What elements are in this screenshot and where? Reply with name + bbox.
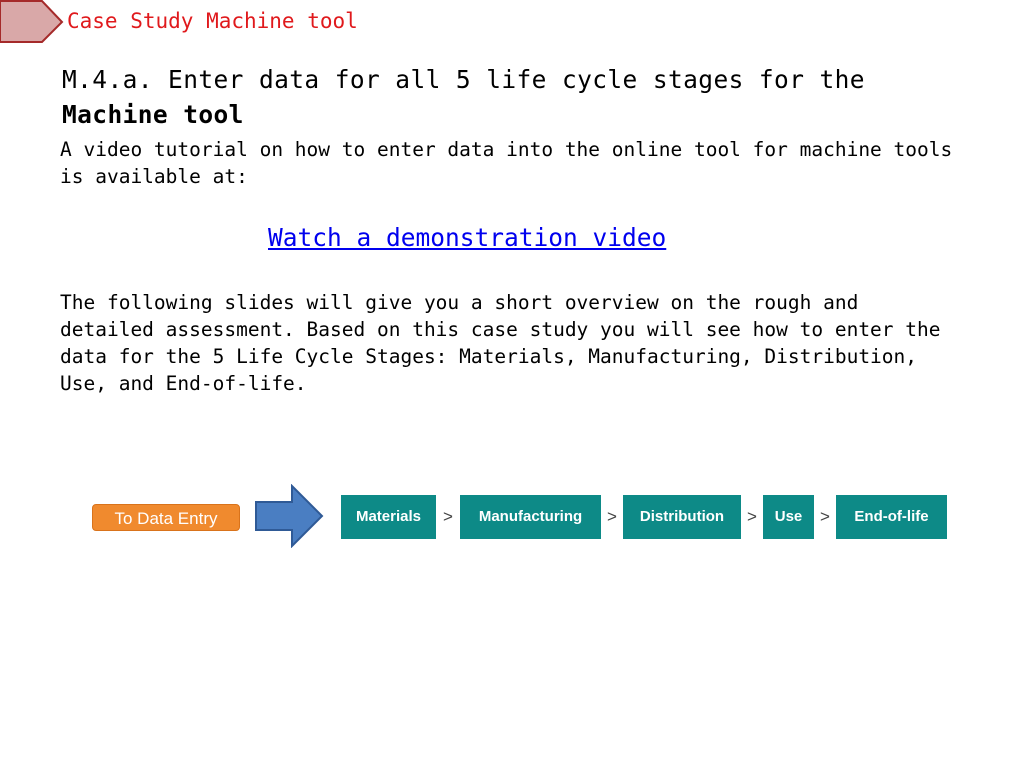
stage-separator: >: [747, 507, 757, 526]
stage-separator: >: [443, 507, 453, 526]
stage-separator: >: [820, 507, 830, 526]
to-data-entry-button[interactable]: To Data Entry: [92, 504, 240, 531]
stage-tab-materials[interactable]: Materials: [341, 495, 436, 539]
stage-separator: >: [607, 507, 617, 526]
stage-tab-distribution[interactable]: Distribution: [623, 495, 741, 539]
page-heading: [62, 62, 962, 132]
stage-tab-use[interactable]: Use: [763, 495, 814, 539]
overview-text: The following slides will give you a short overview on the rough and detailed assessment. Based on this case study you will see how to enter the data for the 5 Life Cycle Stages: Materials, Manufacturing, Distribution, Use, and End-of-life.: [60, 291, 941, 395]
heading-bold-text: Machine tool: [62, 100, 244, 129]
heading-text: M.4.a. Enter data for all 5 life cycle stages for the: [62, 65, 865, 94]
intro-text: A video tutorial on how to enter data into the online tool for machine tools is available at:: [60, 138, 953, 188]
corner-tab-icon: [0, 0, 64, 44]
stage-tab-end-of-life[interactable]: End-of-life: [836, 495, 947, 539]
stage-tab-manufacturing[interactable]: Manufacturing: [460, 495, 601, 539]
demonstration-video-link[interactable]: Watch a demonstration video: [268, 223, 667, 252]
right-arrow-icon: [254, 484, 324, 548]
case-study-title: Case Study Machine tool: [67, 9, 358, 33]
